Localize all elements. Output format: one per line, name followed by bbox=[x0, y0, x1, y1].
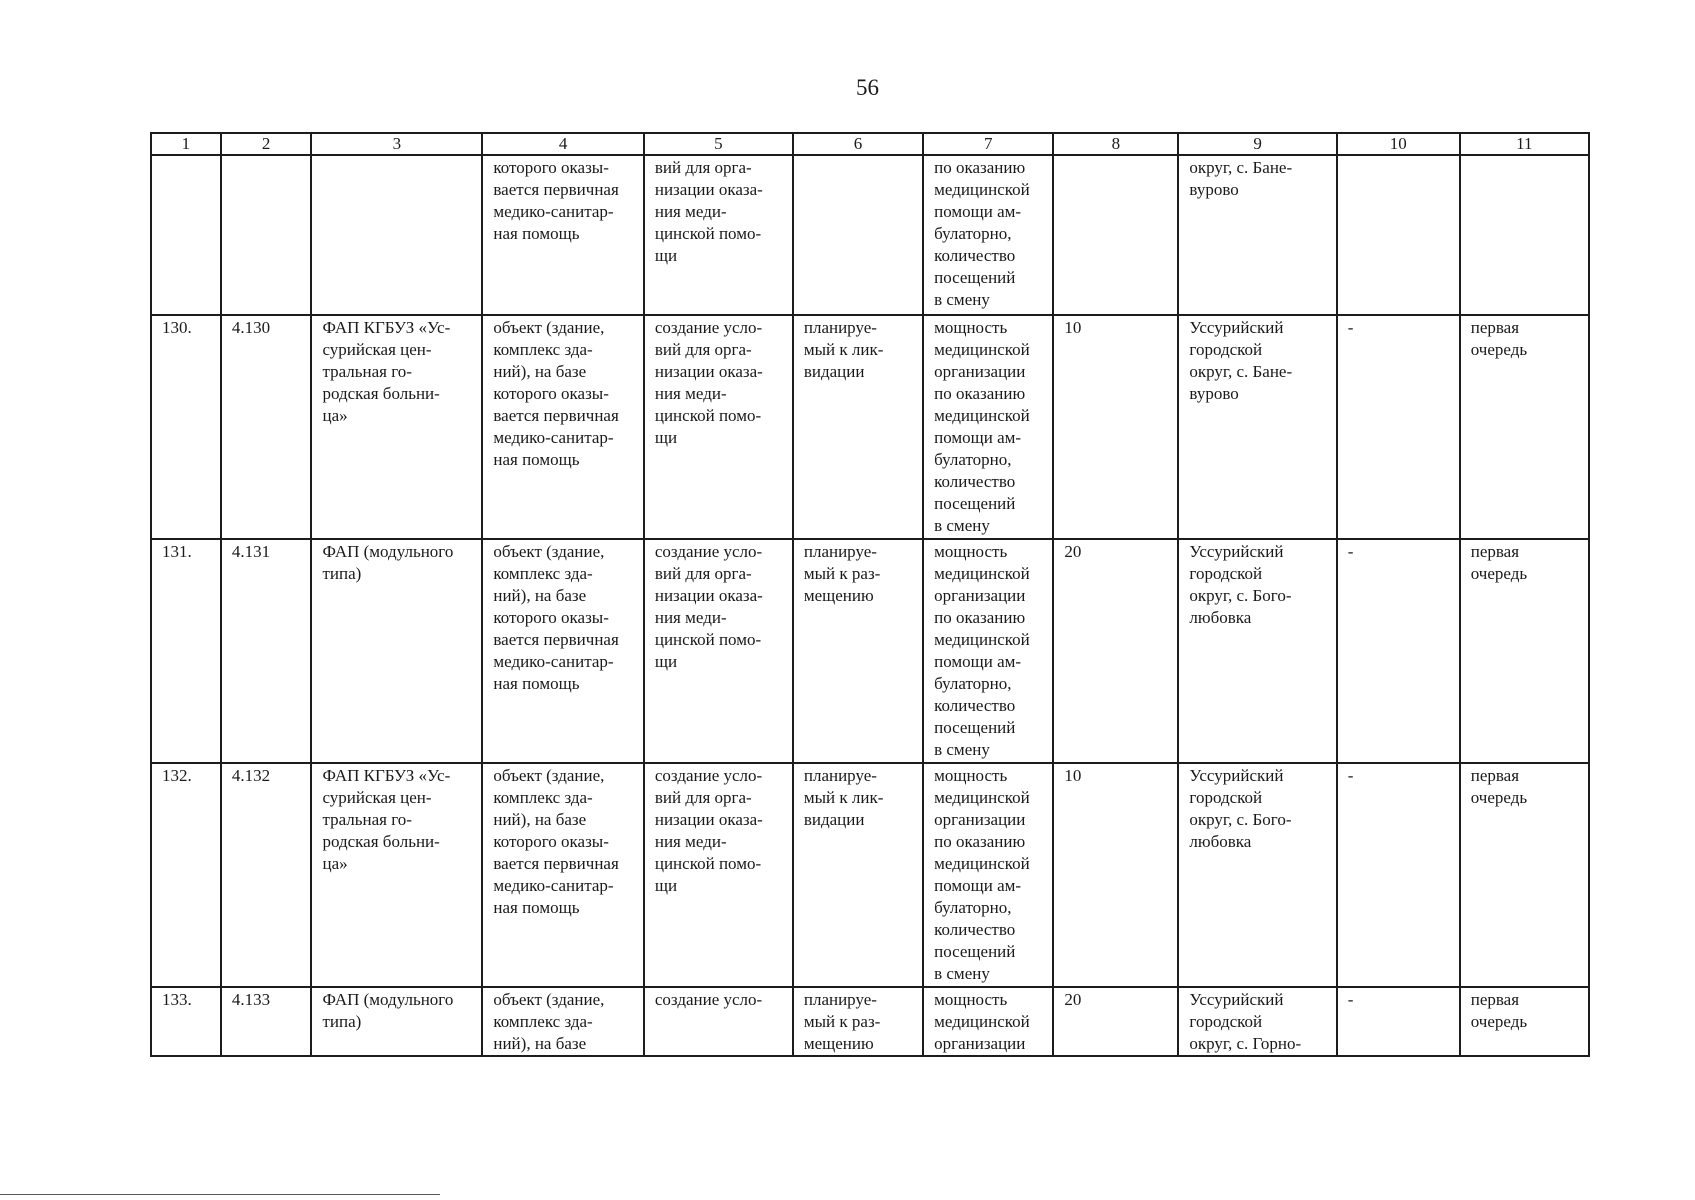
cell-characteristic: мощность медицинской организации по оказанию медицинской помощи ам- булаторно, количество посещений в смену bbox=[923, 539, 1053, 763]
header-cell-1: 1 bbox=[151, 133, 221, 155]
table-row bbox=[151, 987, 1589, 1056]
cell-code: 4.132 bbox=[221, 763, 312, 987]
header-cell-7: 7 bbox=[923, 133, 1053, 155]
cell-location: Уссурийский городской округ, с. Горно- bbox=[1178, 987, 1336, 1056]
cell-purpose: создание усло- вий для орга- низации оказа- ния меди- цинской помо- щи bbox=[644, 539, 793, 763]
cell-number: 132. bbox=[151, 763, 221, 987]
cell-number: 131. bbox=[151, 539, 221, 763]
header-cell-11: 11 bbox=[1460, 133, 1589, 155]
cell-location: Уссурийский городской округ, с. Бого- любовка bbox=[1178, 539, 1336, 763]
page-number: 56 bbox=[856, 75, 879, 100]
cell-status: планируе- мый к лик- видации bbox=[793, 763, 923, 987]
table-row bbox=[151, 763, 1589, 987]
table-row bbox=[151, 539, 1589, 763]
header-cell-6: 6 bbox=[793, 133, 923, 155]
facilities-table bbox=[150, 132, 1590, 1057]
cell-purpose: создание усло- вий для орга- низации оказа- ния меди- цинской помо- щи bbox=[644, 315, 793, 539]
cell-number: 130. bbox=[151, 315, 221, 539]
cell-number bbox=[151, 155, 221, 315]
cell-stage: первая очередь bbox=[1460, 987, 1589, 1056]
cell-number: 133. bbox=[151, 987, 221, 1056]
cell-stage: первая очередь bbox=[1460, 315, 1589, 539]
cell-object: которого оказы- вается первичная медико-санитар- ная помощь bbox=[482, 155, 644, 315]
cell-status bbox=[793, 155, 923, 315]
cell-code: 4.130 bbox=[221, 315, 312, 539]
cell-capacity: 10 bbox=[1053, 763, 1178, 987]
cell-name: ФАП КГБУЗ «Ус- сурийская цен- тральная го- родская больни- ца» bbox=[311, 315, 482, 539]
cell-location: Уссурийский городской округ, с. Бане- вурово bbox=[1178, 315, 1336, 539]
cell-name: ФАП (модульного типа) bbox=[311, 987, 482, 1056]
table-row bbox=[151, 315, 1589, 539]
cell-status: планируе- мый к раз- мещению bbox=[793, 539, 923, 763]
cell-code: 4.133 bbox=[221, 987, 312, 1056]
cell-name bbox=[311, 155, 482, 315]
header-cell-10: 10 bbox=[1337, 133, 1460, 155]
cell-name: ФАП (модульного типа) bbox=[311, 539, 482, 763]
cell-zone bbox=[1337, 155, 1460, 315]
header-cell-3: 3 bbox=[311, 133, 482, 155]
header-cell-4: 4 bbox=[482, 133, 644, 155]
cell-code: 4.131 bbox=[221, 539, 312, 763]
cell-characteristic: по оказанию медицинской помощи ам- булаторно, количество посещений в смену bbox=[923, 155, 1053, 315]
cell-stage: первая очередь bbox=[1460, 763, 1589, 987]
cell-zone: - bbox=[1337, 763, 1460, 987]
cell-zone: - bbox=[1337, 539, 1460, 763]
header-cell-5: 5 bbox=[644, 133, 793, 155]
cell-purpose: вий для орга- низации оказа- ния меди- цинской помо- щи bbox=[644, 155, 793, 315]
cell-capacity: 10 bbox=[1053, 315, 1178, 539]
cell-stage: первая очередь bbox=[1460, 539, 1589, 763]
cell-location: Уссурийский городской округ, с. Бого- любовка bbox=[1178, 763, 1336, 987]
cell-capacity: 20 bbox=[1053, 539, 1178, 763]
cell-object: объект (здание, комплекс зда- ний), на базе которого оказы- вается первичная медико-санитар- ная помощь bbox=[482, 539, 644, 763]
header-row bbox=[151, 133, 1589, 155]
cell-object: объект (здание, комплекс зда- ний), на базе которого оказы- вается первичная медико-санитар- ная помощь bbox=[482, 763, 644, 987]
cell-object: объект (здание, комплекс зда- ний), на базе bbox=[482, 987, 644, 1056]
cell-object: объект (здание, комплекс зда- ний), на базе которого оказы- вается первичная медико-санитар- ная помощь bbox=[482, 315, 644, 539]
cell-code bbox=[221, 155, 312, 315]
cell-characteristic: мощность медицинской организации по оказанию медицинской помощи ам- булаторно, количество посещений в смену bbox=[923, 315, 1053, 539]
header-cell-8: 8 bbox=[1053, 133, 1178, 155]
cell-capacity: 20 bbox=[1053, 987, 1178, 1056]
cell-zone: - bbox=[1337, 315, 1460, 539]
header-cell-2: 2 bbox=[221, 133, 312, 155]
cell-stage bbox=[1460, 155, 1589, 315]
cell-status: планируе- мый к лик- видации bbox=[793, 315, 923, 539]
cell-zone: - bbox=[1337, 987, 1460, 1056]
table-row bbox=[151, 155, 1589, 315]
cell-characteristic: мощность медицинской организации по оказанию медицинской помощи ам- булаторно, количество посещений в смену bbox=[923, 763, 1053, 987]
cell-status: планируе- мый к раз- мещению bbox=[793, 987, 923, 1056]
cell-capacity bbox=[1053, 155, 1178, 315]
footer-rule bbox=[0, 1194, 440, 1195]
cell-purpose: создание усло- bbox=[644, 987, 793, 1056]
cell-name: ФАП КГБУЗ «Ус- сурийская цен- тральная го- родская больни- ца» bbox=[311, 763, 482, 987]
cell-location: округ, с. Бане- вурово bbox=[1178, 155, 1336, 315]
cell-purpose: создание усло- вий для орга- низации оказа- ния меди- цинской помо- щи bbox=[644, 763, 793, 987]
cell-characteristic: мощность медицинской организации bbox=[923, 987, 1053, 1056]
header-cell-9: 9 bbox=[1178, 133, 1336, 155]
